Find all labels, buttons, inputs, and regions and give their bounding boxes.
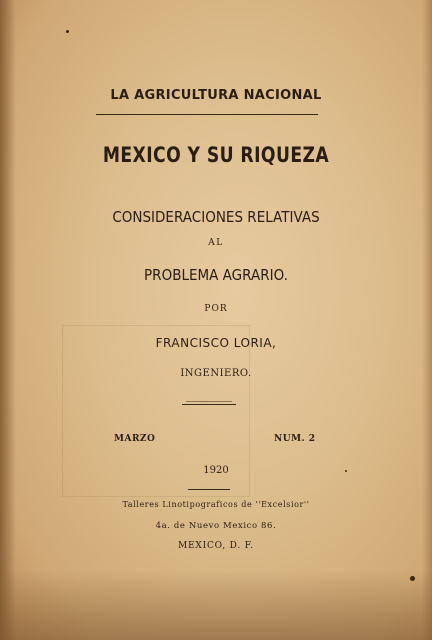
subtitle-line-1: CONSIDERACIONES RELATIVAS <box>112 208 320 226</box>
paper-speck <box>410 576 415 581</box>
top-divider-rule <box>96 114 318 115</box>
ornament-rule <box>182 404 236 405</box>
series-title: LA AGRICULTURA NACIONAL <box>110 88 322 103</box>
paper-speck <box>66 30 69 33</box>
issue-month: MARZO <box>114 434 156 444</box>
printer-name: Talleres Linotipograficos de ''Excelsior'' <box>122 500 310 509</box>
author-name: FRANCISCO LORIA, <box>155 336 277 350</box>
publication-year: 1920 <box>203 465 229 476</box>
printer-address: 4a. de Nuevo Mexico 86. <box>155 521 277 531</box>
ornament-rule-upper <box>186 401 232 402</box>
author-profession: INGENIERO. <box>180 368 252 379</box>
subtitle-line-3: PROBLEMA AGRARIO. <box>144 266 288 284</box>
page-edge-shadow-bottom <box>0 570 432 640</box>
subtitle-line-2: AL <box>208 238 224 248</box>
main-title: MEXICO Y SU RIQUEZA <box>102 143 330 167</box>
issue-number: NUM. 2 <box>274 434 316 444</box>
by-label: POR <box>204 304 228 314</box>
paper-speck <box>345 470 347 472</box>
year-divider-rule <box>188 489 230 490</box>
printer-city: MEXICO, D. F. <box>178 541 254 551</box>
